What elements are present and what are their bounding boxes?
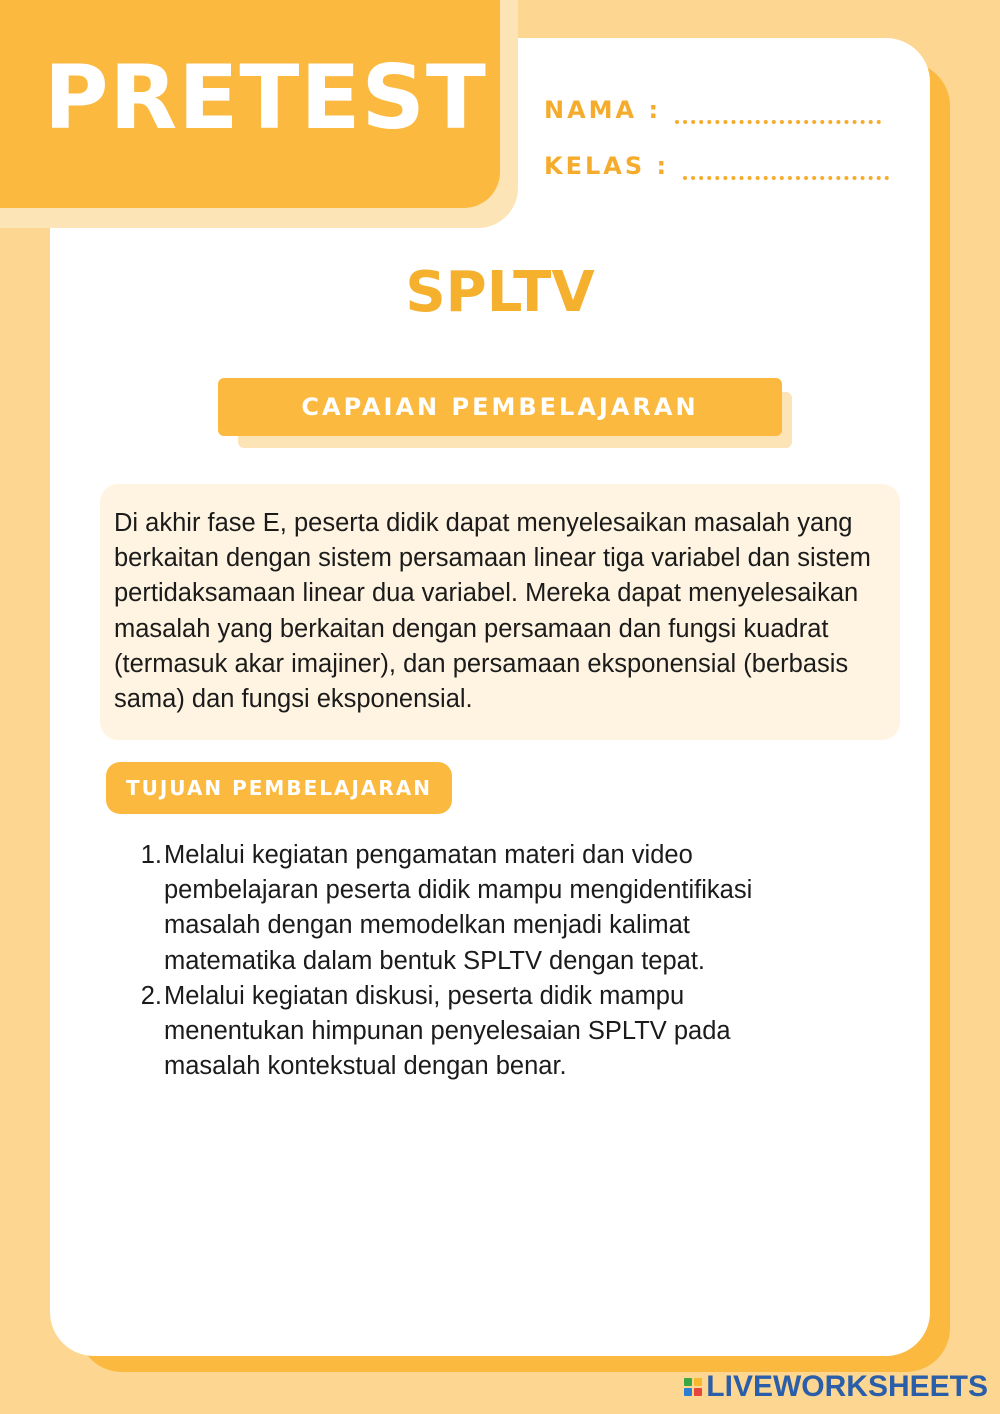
name-field[interactable] bbox=[544, 96, 881, 124]
capaian-heading: CAPAIAN PEMBELAJARAN bbox=[218, 378, 782, 436]
tujuan-heading: TUJUAN PEMBELAJARAN bbox=[106, 762, 452, 814]
capaian-text: Di akhir fase E, peserta didik dapat menyelesaikan masalah yang berkaitan dengan sistem persamaan linear tiga variabel dan sistem pertidaksamaan linear dua variabel. Mereka dapat menyelesaikan masalah yang berkaitan dengan persamaan dan fungsi kuadrat (termasuk akar imajiner), dan persamaan eksponensial (berbasis sama) dan fungsi eksponensial. bbox=[114, 509, 871, 714]
list-number: 1. bbox=[140, 841, 162, 869]
liveworksheets-logo-icon bbox=[684, 1378, 702, 1396]
list-item bbox=[130, 979, 810, 1085]
list-item bbox=[130, 838, 810, 979]
liveworksheets-watermark[interactable] bbox=[684, 1370, 988, 1404]
name-blank-line[interactable] bbox=[675, 102, 881, 124]
watermark-text: LIVEWORKSHEETS bbox=[706, 1370, 988, 1403]
page-title: PRETEST bbox=[44, 46, 487, 149]
name-label: NAMA : bbox=[544, 96, 662, 124]
topic-title: SPLTV bbox=[405, 260, 595, 325]
list-text: Melalui kegiatan diskusi, peserta didik mampu menentukan himpunan penyelesaian SPLTV pada masalah kontekstual dengan benar. bbox=[164, 981, 731, 1081]
tujuan-list bbox=[130, 838, 810, 1084]
list-number: 2. bbox=[140, 981, 162, 1010]
class-blank-line[interactable] bbox=[683, 158, 889, 180]
class-label: KELAS : bbox=[544, 152, 670, 180]
class-field[interactable] bbox=[544, 152, 889, 180]
list-text: Melalui kegiatan pengamatan materi dan video pembelajaran peserta didik mampu mengidentifikasi masalah dengan memodelkan menjadi kalimat matematika dalam bentuk SPLTV dengan tepat. bbox=[164, 841, 753, 975]
